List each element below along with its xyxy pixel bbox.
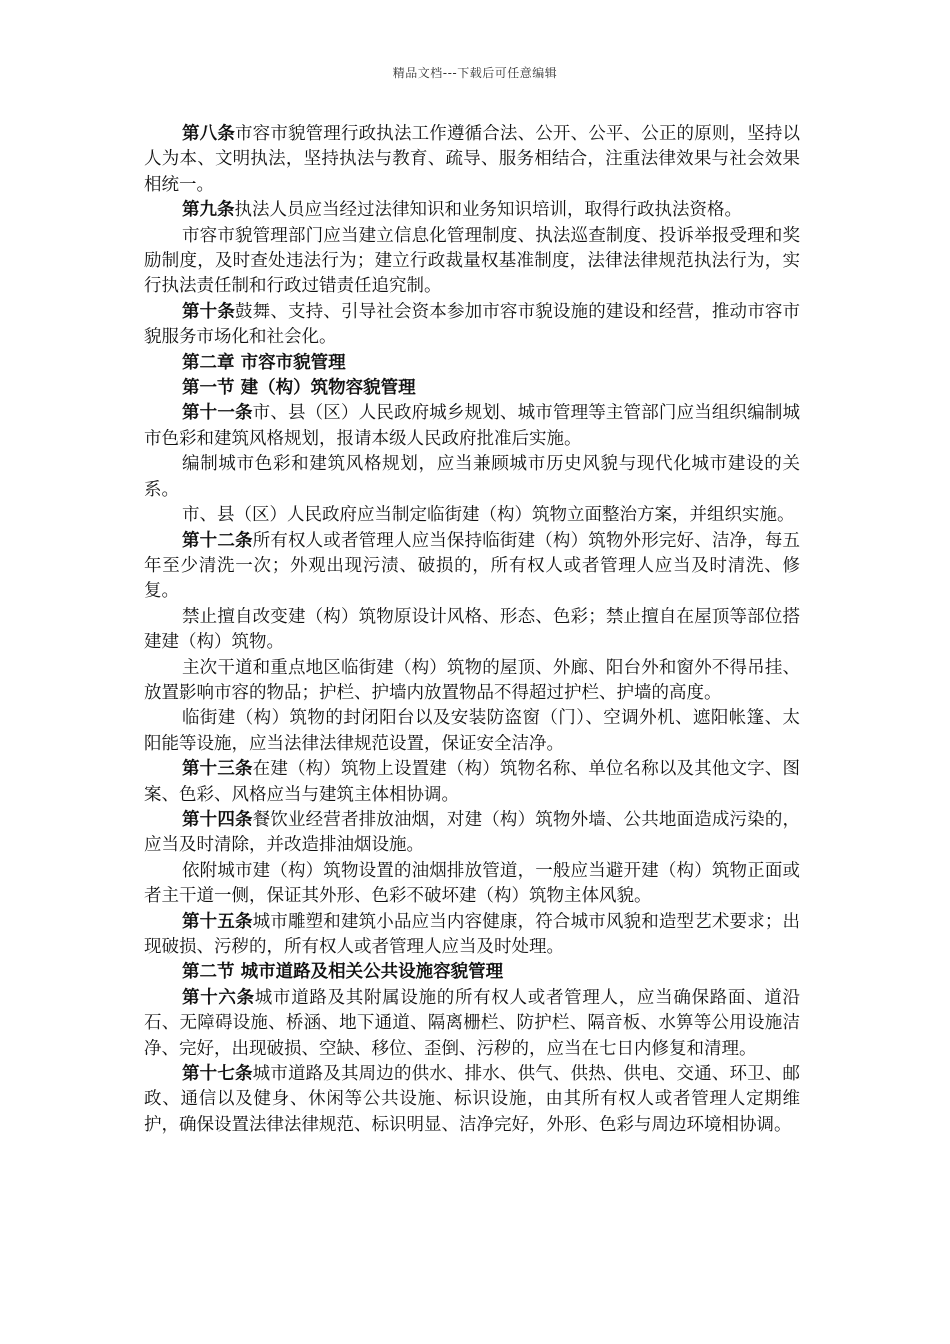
article-text: 鼓舞、支持、引导社会资本参加市容市貌设施的建设和经营，推动市容市貌服务市场化和社会化。	[144, 301, 801, 348]
article-label: 第十一条	[182, 403, 253, 424]
article-label: 第九条	[182, 200, 235, 221]
article-label: 第十六条	[182, 987, 255, 1008]
paragraph	[144, 224, 800, 300]
paragraph-text: 禁止擅自改变建（构）筑物原设计风格、形态、色彩；禁止擅自在屋顶等部位搭建建（构）筑物。	[144, 606, 800, 653]
article-11	[144, 401, 800, 452]
article-label: 第十四条	[182, 809, 253, 830]
section-heading: 第二节 城市道路及相关公共设施容貌管理	[182, 962, 504, 983]
article-label: 第十五条	[182, 911, 253, 932]
article-17	[144, 1062, 800, 1138]
paragraph	[144, 503, 800, 528]
article-text: 所有权人或者管理人应当保持临街建（构）筑物外形完好、洁净，每五年至少清洗一次；外观出现污渍、破损的，所有权人或者管理人应当及时清洗、修复。	[144, 530, 801, 602]
section-heading: 第一节 建（构）筑物容貌管理	[182, 378, 416, 399]
article-text: 城市道路及其周边的供水、排水、供气、供热、供电、交通、环卫、邮政、通信以及健身、休闲等公共设施、标识设施，由其所有权人或者管理人定期维护，确保设置法律法律规范、标识明显、洁净完好，外形、色彩与周边环境相协调。	[144, 1064, 801, 1135]
article-text: 市容市貌管理行政执法工作遵循合法、公开、公平、公正的原则，坚持以人为本、文明执法，坚持执法与教育、疏导、服务相结合，注重法律效果与社会效果相统一。	[144, 124, 801, 195]
paragraph-text: 编制城市色彩和建筑风格规划，应当兼顾城市历史风貌与现代化城市建设的关系。	[144, 454, 800, 500]
paragraph	[144, 656, 800, 707]
paragraph-text: 市、县（区）人民政府应当制定临街建（构）筑物立面整治方案，并组织实施。	[182, 505, 795, 526]
paragraph-text: 依附城市建（构）筑物设置的油烟排放管道，一般应当避开建（构）筑物正面或者主干道一侧，保证其外形、色彩不破坏建（构）筑物主体风貌。	[144, 860, 800, 907]
paragraph-text: 主次干道和重点地区临街建（构）筑物的屋顶、外廊、阳台外和窗外不得吊挂、放置影响市容的物品；护栏、护墙内放置物品不得超过护栏、护墙的高度。	[144, 657, 800, 703]
article-9	[144, 198, 800, 223]
paragraph-text: 临街建（构）筑物的封闭阳台以及安装防盗窗（门）、空调外机、遮阳帐篷、太阳能等设施，应当法律法律规范设置，保证安全洁净。	[144, 708, 800, 754]
article-label: 第十三条	[182, 759, 253, 780]
paragraph	[144, 452, 800, 503]
article-text: 餐饮业经营者排放油烟，对建（构）筑物外墙、公共地面造成污染的，应当及时清除，并改造排油烟设施。	[144, 809, 801, 856]
paragraph	[144, 706, 800, 757]
article-label: 第十二条	[182, 530, 253, 551]
article-label: 第十条	[182, 301, 235, 322]
article-13	[144, 757, 800, 808]
article-10	[144, 300, 800, 351]
article-12	[144, 529, 800, 605]
article-15	[144, 910, 800, 961]
article-text: 在建（构）筑物上设置建（构）筑物名称、单位名称以及其他文字、图案、色彩、风格应当与建筑主体相协调。	[144, 759, 801, 805]
article-label: 第十七条	[182, 1064, 253, 1085]
article-text: 城市道路及其附属设施的所有权人或者管理人，应当确保路面、道沿石、无障碍设施、桥涵、地下通道、隔离栅栏、防护栏、隔音板、水箅等公用设施洁净、完好，出现破损、空缺、移位、歪倒、污秽的，应当在七日内修复和清理。	[144, 987, 801, 1059]
paragraph	[144, 859, 800, 910]
article-text: 市、县（区）人民政府城乡规划、城市管理等主管部门应当组织编制城市色彩和建筑风格规划，报请本级人民政府批准后实施。	[144, 403, 801, 449]
article-text: 城市雕塑和建筑小品应当内容健康，符合城市风貌和造型艺术要求；出现破损、污秽的，所有权人或者管理人应当及时处理。	[144, 911, 801, 957]
article-14	[144, 808, 800, 859]
article-16	[144, 986, 800, 1062]
paragraph	[144, 605, 800, 656]
article-label: 第八条	[182, 124, 235, 144]
chapter-heading: 第二章 市容市貌管理	[182, 352, 346, 373]
article-text: 执法人员应当经过法律知识和业务知识培训，取得行政执法资格。	[234, 200, 742, 221]
document-body	[144, 122, 800, 1138]
page-header: 精品文档---下载后可任意编辑	[392, 66, 558, 80]
paragraph-text: 市容市貌管理部门应当建立信息化管理制度、执法巡查制度、投诉举报受理和奖励制度，及时查处违法行为；建立行政裁量权基准制度，法律法律规范执法行为，实行执法责任制和行政过错责任追究制。	[144, 225, 800, 297]
article-8	[144, 122, 800, 198]
